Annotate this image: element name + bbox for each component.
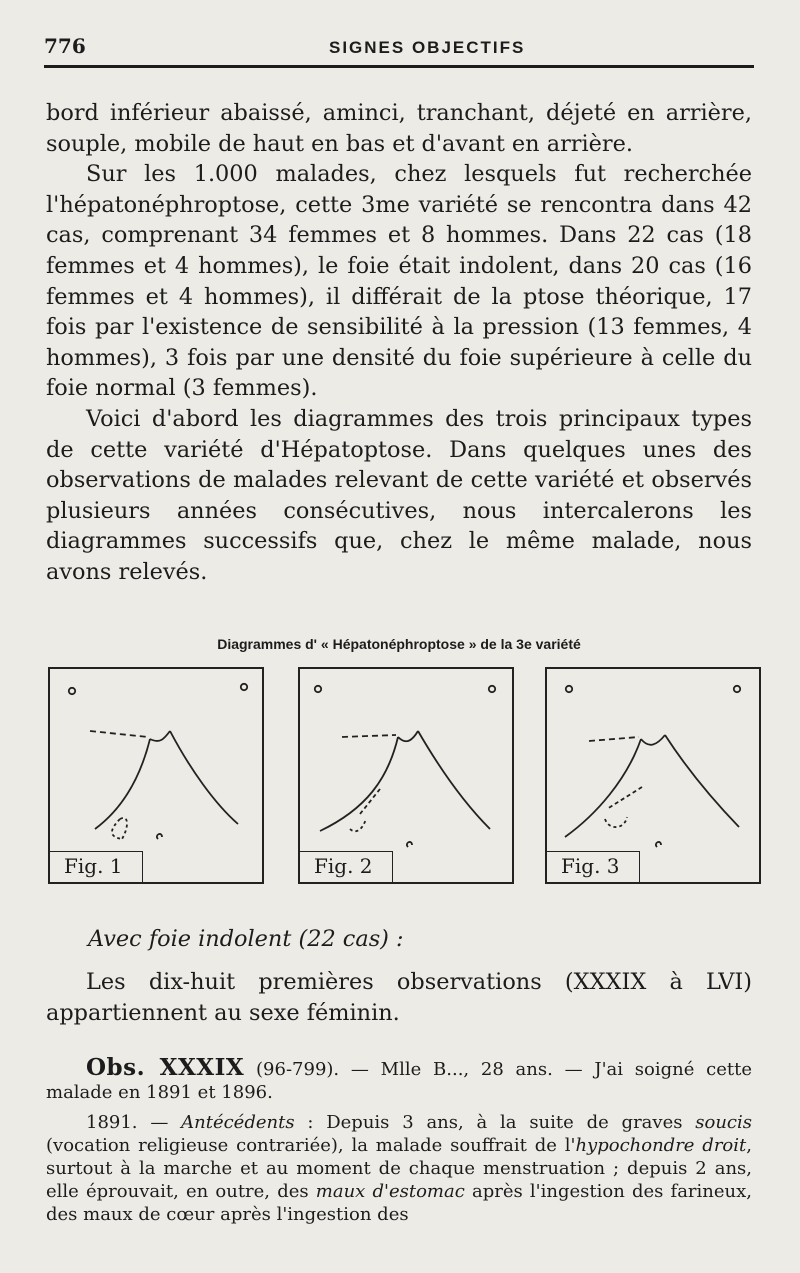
text-run: , surtout à la marche et au moment de chaque menstruation ; depuis 2 ans, elle éprouvait, en outre, des: [46, 1135, 752, 1202]
fig-label: Fig. 1: [64, 854, 123, 878]
running-title: SIGNES OBJECTIFS: [329, 38, 526, 57]
intro-text: [46, 98, 752, 588]
emphasis: maux d'estomac: [315, 1181, 465, 1202]
figure-caption: Diagrammes d' « Hépatonéphroptose » de la 3e variété: [217, 636, 581, 652]
text-run: (vocation religieuse contrariée), la malade souffrait de l': [46, 1135, 576, 1156]
antecedents-label: Antécédents: [181, 1112, 295, 1133]
dash: —: [137, 1112, 182, 1133]
observation-meta: (96-799). — Mlle B..., 28 ans. — J'ai soigné cette malade en 1891 et 1896.: [46, 1059, 752, 1103]
emphasis: soucis: [695, 1112, 752, 1133]
observation-year: 1891.: [86, 1112, 138, 1133]
observation-heading: [46, 1056, 752, 1104]
observation-body: [46, 1111, 752, 1226]
fig-label: Fig. 2: [314, 854, 373, 878]
page-number: 776: [44, 34, 86, 58]
paragraph: Les dix-huit premières observations (XXXIX à LVI) appartiennent au sexe féminin.: [46, 969, 752, 1026]
observation-paragraph: [46, 1111, 752, 1226]
header-rule: [44, 65, 754, 68]
section-title: Avec foie indolent (22 cas) :: [88, 926, 404, 952]
page-header: [44, 30, 754, 64]
text-run: après l'ingestion des farineux, des maux de cœur après l'ingestion des: [46, 1181, 752, 1225]
diagram-fig-2: [298, 667, 514, 884]
paragraph: Voici d'abord les diagrammes des trois principaux types de cette variété d'Hépatoptose. Dans quelques unes des observations de malades relevant de cette variété et observés plusieurs années consécutives, nous intercalerons les diagrammes successifs que, chez le même malade, nous avons relevés.: [46, 405, 752, 585]
section-text: [46, 967, 752, 1028]
diagram-fig-1: [48, 667, 264, 884]
diagram-fig-3: [545, 667, 761, 884]
fig-label: Fig. 3: [561, 854, 620, 878]
paragraph: Sur les 1.000 malades, chez lesquels fut recherchée l'hépatonéphroptose, cette 3me variété se rencontra dans 42 cas, comprenant 34 femmes et 8 hommes. Dans 22 cas (18 femmes et 4 hommes), le foie était indolent, dans 20 cas (16 femmes et 4 hommes), il différait de la ptose théorique, 17 fois par l'existence de sensibilité à la pression (13 femmes, 4 hommes), 3 fois par une densité du foie supérieure à celle du foie normal (3 femmes).: [46, 161, 752, 402]
observation-heading-text: [46, 1056, 752, 1104]
paragraph: bord inférieur abaissé, aminci, tranchant, déjeté en arrière, souple, mobile de haut en bas et d'avant en arrière.: [46, 100, 752, 157]
text-run: : Depuis 3 ans, à la suite de graves: [294, 1112, 696, 1133]
emphasis: hypochondre droit: [575, 1135, 747, 1156]
observation-title: Obs. XXXIX: [86, 1054, 245, 1081]
